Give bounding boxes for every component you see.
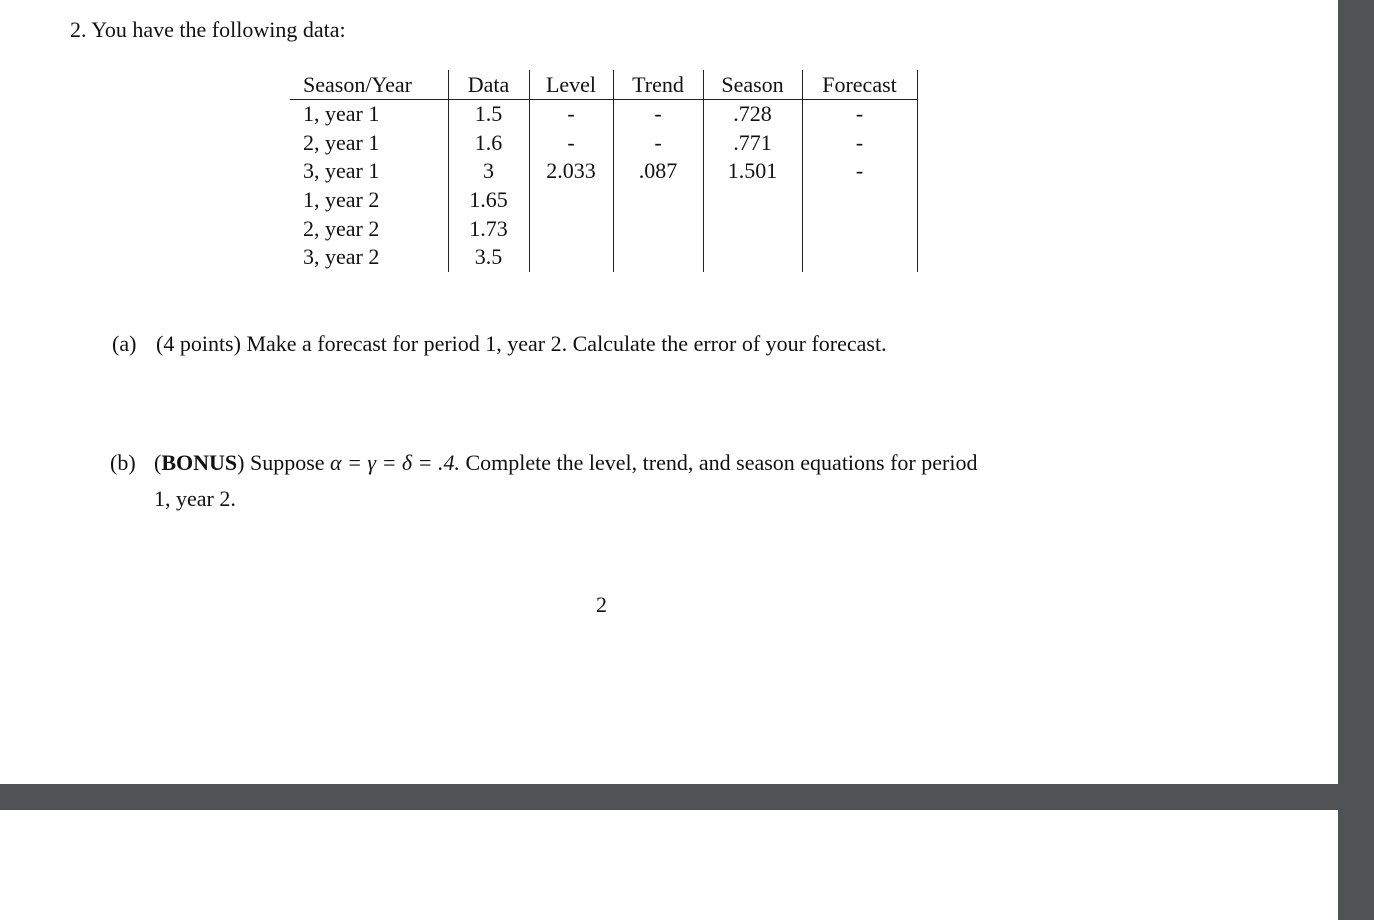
table-header-row: [290, 70, 917, 100]
table-cell: [529, 243, 613, 272]
table-cell: 1, year 2: [303, 187, 380, 213]
header-season: Season: [703, 70, 802, 100]
table-cell: [703, 243, 802, 272]
table-cell: 2, year 1: [303, 129, 380, 155]
table-cell: 3.5: [448, 243, 529, 272]
table-cell: 3, year 2: [303, 244, 380, 270]
table-cell: [613, 214, 703, 243]
part-b-text-line1: Complete the level, trend, and season equations for period: [465, 450, 978, 475]
table-cell: 3: [448, 157, 529, 186]
header-forecast: Forecast: [802, 70, 917, 100]
header-level: Level: [529, 70, 613, 100]
table-cell: 1.501: [703, 157, 802, 186]
table-cell: .728: [703, 100, 802, 129]
part-a: [112, 331, 887, 357]
paren-open: (: [154, 450, 162, 475]
header-season-year: Season/Year: [290, 70, 448, 100]
table-cell: 2, year 2: [303, 215, 380, 241]
table-cell: 1.5: [448, 100, 529, 129]
viewer-gutter: [1338, 0, 1374, 920]
header-data: Data: [448, 70, 529, 100]
table-cell: -: [529, 129, 613, 158]
table-cell: [613, 186, 703, 215]
table-cell: -: [529, 100, 613, 129]
table-cell: [613, 243, 703, 272]
table-row: [290, 186, 917, 215]
table-cell: 1.6: [448, 129, 529, 158]
table-cell: [703, 186, 802, 215]
paren-close: ): [237, 450, 245, 475]
part-b-text-line2: 1, year 2.: [154, 486, 236, 511]
page-number: 2: [596, 592, 607, 617]
table-cell: 1.73: [448, 214, 529, 243]
page-separator: [0, 784, 1338, 810]
table-row: [290, 243, 917, 272]
problem-heading: [70, 17, 346, 43]
table-cell: 1.65: [448, 186, 529, 215]
table-cell: [703, 214, 802, 243]
table-cell: 3, year 1: [303, 158, 380, 184]
parameter-equation: α = γ = δ = .4.: [330, 450, 460, 475]
part-a-text: (4 points) Make a forecast for period 1, year 2. Calculate the error of your forecast.: [156, 331, 887, 356]
bonus-label: BONUS: [161, 450, 238, 475]
table-cell: -: [613, 100, 703, 129]
table-cell: .771: [703, 129, 802, 158]
next-page: [0, 810, 1338, 920]
table-cell: 1, year 1: [303, 101, 380, 127]
table-cell: [529, 214, 613, 243]
table-cell: .087: [613, 157, 703, 186]
table-cell: 2.033: [529, 157, 613, 186]
table-row: [290, 157, 917, 186]
part-a-label: (a): [112, 331, 137, 356]
table-row: [290, 100, 917, 129]
table-row: [290, 129, 917, 158]
problem-intro: You have the following data:: [91, 17, 346, 42]
suppose-text: Suppose: [249, 450, 325, 475]
table-cell: -: [802, 100, 917, 129]
part-b-label: (b): [110, 450, 136, 475]
table-cell: -: [802, 157, 917, 186]
data-table: [290, 70, 918, 272]
table-cell: -: [802, 129, 917, 158]
header-trend: Trend: [613, 70, 703, 100]
table-cell: [529, 186, 613, 215]
table-row: [290, 214, 917, 243]
part-b: [110, 445, 1190, 517]
table-cell: [802, 243, 917, 272]
table-cell: [802, 186, 917, 215]
table-cell: -: [613, 129, 703, 158]
table-cell: [802, 214, 917, 243]
problem-number: 2.: [70, 17, 87, 42]
